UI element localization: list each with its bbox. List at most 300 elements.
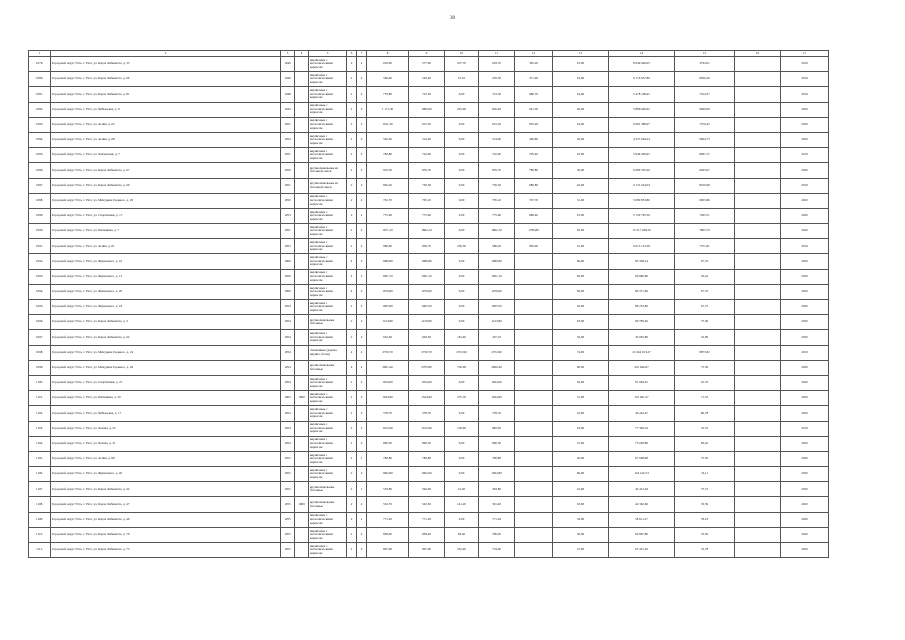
cell-unit-cost: 56,42: [675, 269, 735, 284]
cell-estimated-cost: 99 785,92: [609, 315, 675, 330]
cell-non-residential-area: 83,40: [445, 527, 479, 542]
cell-unit-cost: 7865,70: [675, 224, 735, 239]
cell-year-built: 1950: [281, 163, 295, 178]
cell-address: Городской округ Ухта, г. Ухта, ул. Жуковского, д. 16: [51, 254, 281, 269]
cell-year-built: 1954: [281, 360, 295, 375]
cell-non-residential-area: 0,00: [445, 406, 479, 421]
cell-total-area: 775,60: [367, 208, 409, 223]
cell-non-residential-area: 0,00: [445, 467, 479, 482]
cell-year-reconstructed: [295, 57, 309, 72]
cell-residential-area: 393,80: [479, 482, 515, 497]
cell-year-reconstructed: [295, 512, 309, 527]
cell-year-reconstructed: [295, 375, 309, 390]
cell-residential-area: 1024,90: [479, 391, 515, 406]
column-number-10: 10: [445, 51, 479, 57]
cell-unit-cost: 76,35: [675, 421, 735, 436]
cell-entrances: 2: [357, 117, 367, 132]
cell-unit-cost: 76,59: [675, 527, 735, 542]
column-number-1: 1: [29, 51, 51, 57]
cell-estimated-cost: 124 416,74: [609, 467, 675, 482]
cell-wall-material: кирпичные с металлическими каркасом: [309, 269, 347, 284]
cell-total-area: 2901,40: [367, 360, 409, 375]
cell-address: Городской округ Ухта, г. Ухта, ул. Карла Либкнехта, д. 70: [51, 527, 281, 542]
cell-entrances: 2: [357, 406, 367, 421]
cell-unit-cost: 7295,51: [675, 208, 735, 223]
cell-wall-material: кирпичные с металлическими каркасом: [309, 208, 347, 223]
cell-estimated-cost: 5 880 646,62: [609, 102, 675, 117]
cell-residents-count: 23,00: [553, 208, 609, 223]
cell-unit-cost: 76,59: [675, 497, 735, 512]
cell-common-area: [515, 330, 553, 345]
cell-residential-area: 756,30: [479, 178, 515, 193]
cell-unit-cost: 67,75: [675, 300, 735, 315]
cell-row-number: 1086.: [29, 163, 51, 178]
cell-entrances: 2: [357, 300, 367, 315]
cell-address: Городской округ Ухта, г. Ухта, ул. Карла Либкнехта, д. 49: [51, 512, 281, 527]
cell-address: Городской округ Ухта, г. Ухта, ул. Жуковского, д. 20: [51, 284, 281, 299]
cell-estimated-cost: 21 044 013,27: [609, 345, 675, 360]
cell-floors: 2: [347, 527, 357, 542]
cell-common-area: [515, 497, 553, 512]
cell-common-area: 466,80: [515, 132, 553, 147]
cell-living-area: 705,10: [409, 193, 445, 208]
cell-entrances: 2: [357, 178, 367, 193]
cell-wall-material: кирпичные с металлическими каркасом: [309, 543, 347, 558]
cell-total-area: 562,20: [367, 132, 409, 147]
cell-living-area: 520,40: [409, 72, 445, 87]
cell-living-area: 2750,70: [409, 345, 445, 360]
cell-year-built: 1951: [281, 224, 295, 239]
cell-non-residential-area: 252,40: [445, 543, 479, 558]
cell-estimated-cost: 42 412,94: [609, 482, 675, 497]
cell-address: Городской округ Ухта, г. Ухта, ул. Чехова, д. 31: [51, 436, 281, 451]
table-row: [29, 102, 829, 117]
cell-address: Городской округ Ухта, г. Ухта, ул. Спортивная, д. 17: [51, 208, 281, 223]
cell-floors: 4: [347, 284, 357, 299]
table-row: [29, 117, 829, 132]
cell-wall-material: кирпичные с металлическими каркасом: [309, 451, 347, 466]
cell-column-16: [735, 57, 781, 72]
cell-year-reconstructed: [295, 467, 309, 482]
table-row: [29, 391, 829, 406]
cell-common-area: [515, 345, 553, 360]
cell-residential-area: 1080,80: [479, 254, 515, 269]
cell-residents-count: 23,00: [553, 57, 609, 72]
cell-year-reconstructed: [295, 208, 309, 223]
cell-year-reconstructed: [295, 224, 309, 239]
cell-floors: 2: [347, 72, 357, 87]
cell-row-number: 1107.: [29, 482, 51, 497]
cell-common-area: 705,40: [515, 148, 553, 163]
cell-residential-area: 876,70: [479, 163, 515, 178]
cell-column-16: [735, 406, 781, 421]
cell-living-area: 1062,06: [409, 467, 445, 482]
cell-total-area: 771,20: [367, 512, 409, 527]
cell-planned-year: 2020: [781, 436, 829, 451]
cell-residential-area: 470,30: [479, 72, 515, 87]
cell-residents-count: 00,00: [553, 360, 609, 375]
cell-planned-year: 2020: [781, 512, 829, 527]
cell-floors: 2: [347, 375, 357, 390]
cell-planned-year: 2020: [781, 284, 829, 299]
cell-year-reconstructed: [295, 193, 309, 208]
cell-estimated-cost: 43 005,86: [609, 330, 675, 345]
cell-residents-count: 62,00: [553, 300, 609, 315]
cell-wall-material: смешанные (дерево, кирпич, бетон): [309, 345, 347, 360]
cell-non-residential-area: 237,70: [445, 57, 479, 72]
cell-year-built: 1955: [281, 451, 295, 466]
cell-row-number: 1090.: [29, 224, 51, 239]
column-number-13: 13: [553, 51, 609, 57]
cell-row-number: 1085.: [29, 148, 51, 163]
cell-non-residential-area: 145,40: [445, 330, 479, 345]
column-number-17: 17: [781, 51, 829, 57]
cell-planned-year: 2020: [781, 132, 829, 147]
cell-floors: 2: [347, 330, 357, 345]
cell-total-area: 976,50: [367, 163, 409, 178]
cell-address: Городской округ Ухта, г. Ухта, ул. Карла Либкнехта, д. 3: [51, 315, 281, 330]
cell-common-area: [515, 406, 553, 421]
cell-planned-year: 2020: [781, 543, 829, 558]
cell-entrances: 2: [357, 315, 367, 330]
cell-non-residential-area: 0,00: [445, 269, 479, 284]
cell-living-area: 543,30: [409, 497, 445, 512]
cell-planned-year: 2020: [781, 117, 829, 132]
cell-residential-area: 586,20: [479, 239, 515, 254]
cell-planned-year: 2020: [781, 375, 829, 390]
cell-common-area: [515, 284, 553, 299]
cell-residents-count: 31,00: [553, 391, 609, 406]
cell-estimated-cost: 83 338,14: [609, 254, 675, 269]
cell-column-16: [735, 269, 781, 284]
cell-entrances: 2: [357, 527, 367, 542]
cell-floors: 4: [347, 345, 357, 360]
cell-residents-count: 24,00: [553, 117, 609, 132]
cell-row-number: 1106.: [29, 467, 51, 482]
cell-total-area: 1061,70: [367, 269, 409, 284]
column-number-8: 8: [367, 51, 409, 57]
cell-entrances: 2: [357, 193, 367, 208]
cell-entrances: 2: [357, 284, 367, 299]
cell-estimated-cost: 77 309,34: [609, 421, 675, 436]
cell-living-area: 514,00: [409, 132, 445, 147]
cell-year-reconstructed: [295, 102, 309, 117]
cell-total-area: 782,80: [367, 148, 409, 163]
cell-year-reconstructed: [295, 269, 309, 284]
cell-wall-material: крупнопанельные бетонные: [309, 360, 347, 375]
cell-year-reconstructed: 1969: [295, 497, 309, 512]
cell-unit-cost: 0056,26: [675, 72, 735, 87]
cell-residents-count: 40,00: [553, 451, 609, 466]
cell-wall-material: кирпичные с металлическими каркасом: [309, 406, 347, 421]
cell-column-16: [735, 254, 781, 269]
cell-year-built: 1948: [281, 87, 295, 102]
cell-entrances: 2: [357, 163, 367, 178]
cell-unit-cost: 74,11: [675, 467, 735, 482]
cell-total-area: 632,00: [367, 330, 409, 345]
cell-floors: 2: [347, 117, 357, 132]
cell-year-built: 1955: [281, 527, 295, 542]
cell-column-16: [735, 467, 781, 482]
cell-row-number: 1103.: [29, 421, 51, 436]
cell-planned-year: 2019: [781, 239, 829, 254]
cell-residents-count: 16,00: [553, 482, 609, 497]
cell-non-residential-area: 0,00: [445, 132, 479, 147]
cell-wall-material: крупнопанельные из бетонной смеси: [309, 178, 347, 193]
cell-column-16: [735, 497, 781, 512]
cell-residential-area: 1213,80: [479, 315, 515, 330]
cell-residents-count: 66,00: [553, 467, 609, 482]
cell-entrances: 1: [357, 451, 367, 466]
table-row: [29, 375, 829, 390]
cell-planned-year: 2020: [781, 451, 829, 466]
column-number-16: 16: [735, 51, 781, 57]
cell-estimated-cost: 58 611,27: [609, 512, 675, 527]
cell-unit-cost: 6060,08: [675, 102, 735, 117]
cell-column-16: [735, 375, 781, 390]
cell-floors: 2: [347, 497, 357, 512]
cell-planned-year: 2020: [781, 360, 829, 375]
cell-non-residential-area: 0,00: [445, 284, 479, 299]
cell-non-residential-area: 0,00: [445, 451, 479, 466]
cell-non-residential-area: 736,00: [445, 360, 479, 375]
cell-estimated-cost: 80 371,66: [609, 284, 675, 299]
cell-column-16: [735, 163, 781, 178]
cell-year-reconstructed: [295, 360, 309, 375]
cell-residents-count: 32,00: [553, 512, 609, 527]
table-row: [29, 497, 829, 512]
cell-row-number: 1100.: [29, 375, 51, 390]
cell-wall-material: кирпичные с металлическими каркасом: [309, 148, 347, 163]
table-row: [29, 57, 829, 72]
cell-planned-year: 2020: [781, 391, 829, 406]
cell-living-area: 807,00: [409, 543, 445, 558]
cell-wall-material: кирпичные с металлическими каркасом: [309, 467, 347, 482]
cell-planned-year: 2019: [781, 345, 829, 360]
cell-unit-cost: 6945,97: [675, 163, 735, 178]
cell-non-residential-area: 0,00: [445, 315, 479, 330]
cell-estimated-cost: 5 720 795,39: [609, 208, 675, 223]
cell-residents-count: 66,00: [553, 254, 609, 269]
cell-unit-cost: 82,45: [675, 436, 735, 451]
cell-living-area: 2795,80: [409, 360, 445, 375]
cell-unit-cost: 67,76: [675, 254, 735, 269]
cell-address: Городской округ Ухта, г. Ухта, ул. Карла Либкнехта, д. 69: [51, 178, 281, 193]
cell-entrances: 2: [357, 208, 367, 223]
cell-address: Городской округ Ухта, г. Ухта, ул. Карла Либкнехта, д. 75: [51, 543, 281, 558]
cell-non-residential-area: 2372,90: [445, 345, 479, 360]
cell-year-reconstructed: [295, 543, 309, 558]
cell-living-area: 592,00: [409, 482, 445, 497]
cell-living-area: 915,30: [409, 117, 445, 132]
cell-year-built: 1955: [281, 482, 295, 497]
cell-living-area: 1061,10: [409, 269, 445, 284]
cell-common-area: [515, 482, 553, 497]
column-number-14: 14: [609, 51, 675, 57]
table-row: [29, 208, 829, 223]
cell-total-area: 836,20: [367, 178, 409, 193]
cell-residential-area: 2060,40: [479, 360, 515, 375]
cell-residential-area: 705,10: [479, 193, 515, 208]
column-number-4: 4: [295, 51, 309, 57]
cell-living-area: 756,30: [409, 178, 445, 193]
cell-common-area: 680,70: [515, 87, 553, 102]
cell-address: Городской округ Ухта, г. Ухта, ул. Жуковского, д. 26: [51, 467, 281, 482]
cell-year-built: 1955: [281, 543, 295, 558]
cell-year-reconstructed: 1990: [295, 391, 309, 406]
cell-column-16: [735, 360, 781, 375]
cell-total-area: 1012,90: [367, 421, 409, 436]
cell-total-area: 890,30: [367, 436, 409, 451]
cell-total-area: 1024,00: [367, 375, 409, 390]
cell-residential-area: 771,29: [479, 512, 515, 527]
cell-entrances: 2: [357, 421, 367, 436]
column-number-12: 12: [515, 51, 553, 57]
cell-address: Городской округ Ухта, г. Ухта, ул. Жуковского, д. 15: [51, 269, 281, 284]
cell-entrances: 2: [357, 148, 367, 163]
cell-living-area: 838,40: [409, 527, 445, 542]
column-number-3: 3: [281, 51, 295, 57]
cell-wall-material: кирпичные с металлическими каркасом: [309, 72, 347, 87]
cell-address: Городской округ Ухта, г. Ухта, ул. Чапаевская, д. 7: [51, 148, 281, 163]
cell-residential-area: 890,30: [479, 436, 515, 451]
table-row: [29, 436, 829, 451]
cell-living-area: 578,70: [409, 406, 445, 421]
cell-entrances: 2: [357, 102, 367, 117]
cell-non-residential-area: 0,00: [445, 178, 479, 193]
cell-non-residential-area: 0,00: [445, 224, 479, 239]
cell-living-area: 1024,00: [409, 375, 445, 390]
cell-floors: 2: [347, 87, 357, 102]
cell-address: Городской округ Ухта, г. Ухта, ул. Мичурина Горького, д. 20: [51, 193, 281, 208]
cell-year-built: 1953: [281, 239, 295, 254]
table-row: [29, 360, 829, 375]
table-row: [29, 527, 829, 542]
cell-residents-count: 26,00: [553, 102, 609, 117]
cell-common-area: [515, 300, 553, 315]
cell-residential-area: 457,10: [479, 330, 515, 345]
cell-wall-material: крупнопанельные бетонные: [309, 497, 347, 512]
cell-entrances: 2: [357, 57, 367, 72]
cell-row-number: 1094.: [29, 284, 51, 299]
cell-column-16: [735, 132, 781, 147]
cell-entrances: 2: [357, 436, 367, 451]
cell-address: Городской округ Ухта, г. Ухта, ул. Карла Либкнехта, д. 81: [51, 87, 281, 102]
cell-non-residential-area: 225,60: [445, 102, 479, 117]
cell-residential-area: 618,70: [479, 57, 515, 72]
cell-total-area: 506,40: [367, 72, 409, 87]
table-row: [29, 72, 829, 87]
cell-year-reconstructed: [295, 482, 309, 497]
cell-unit-cost: 0005,86: [675, 193, 735, 208]
cell-wall-material: кирпичные с металлическими каркасом: [309, 284, 347, 299]
cell-year-built: 1951: [281, 117, 295, 132]
cell-residents-count: 74,00: [553, 345, 609, 360]
cell-common-area: [515, 436, 553, 451]
cell-address: Городской округ Ухта, г. Ухта, ул. Агния, д. 61: [51, 239, 281, 254]
cell-estimated-cost: 15 217 048,20: [609, 224, 675, 239]
cell-unit-cost: 0664,73: [675, 132, 735, 147]
cell-residential-area: 786,00: [479, 527, 515, 542]
cell-residential-area: 1062,80: [479, 467, 515, 482]
cell-row-number: 1079.: [29, 57, 51, 72]
column-number-15: 15: [675, 51, 735, 57]
cell-floors: 2: [347, 300, 357, 315]
cell-wall-material: кирпичные с металлическими каркасом: [309, 436, 347, 451]
cell-year-reconstructed: [295, 406, 309, 421]
cell-year-built: 1954: [281, 436, 295, 451]
table-row: [29, 178, 829, 193]
cell-unit-cost: 75,56: [675, 451, 735, 466]
cell-unit-cost: 7164,57: [675, 87, 735, 102]
cell-residents-count: 65,00: [553, 224, 609, 239]
cell-floors: 2: [347, 102, 357, 117]
cell-unit-cost: 75,72: [675, 482, 735, 497]
cell-column-16: [735, 391, 781, 406]
cell-year-reconstructed: [295, 148, 309, 163]
cell-year-built: 1950: [281, 193, 295, 208]
cell-unit-cost: 75,39: [675, 315, 735, 330]
cell-living-area: 836,70: [409, 239, 445, 254]
cell-residential-area: 722,60: [479, 148, 515, 163]
cell-entrances: 2: [357, 375, 367, 390]
cell-address: Городской округ Ухта, г. Ухта, ул. Карла Либкнехта, д. 67: [51, 163, 281, 178]
cell-row-number: 1096.: [29, 315, 51, 330]
cell-year-reconstructed: [295, 451, 309, 466]
cell-common-area: [515, 543, 553, 558]
cell-common-area: [515, 451, 553, 466]
cell-total-area: 1076,80: [367, 284, 409, 299]
table-row: [29, 421, 829, 436]
table-row: [29, 224, 829, 239]
cell-common-area: 686,80: [515, 178, 553, 193]
cell-column-16: [735, 512, 781, 527]
cell-planned-year: 2019: [781, 57, 829, 72]
cell-wall-material: кирпичные с металлическими каркасом: [309, 102, 347, 117]
cell-address: Городской округ Ухта, г. Ухта, ул. Карла Либкнехта, д. 66: [51, 72, 281, 87]
cell-residential-area: 856,40: [479, 102, 515, 117]
table-row: [29, 406, 829, 421]
cell-address: Городской округ Ухта, г. Ухта, ул. Карла Либкнехта, д. 47: [51, 497, 281, 512]
cell-living-area: 1219,90: [409, 315, 445, 330]
cell-wall-material: кирпичные с металлическими каркасом: [309, 57, 347, 72]
cell-estimated-cost: 210 646,07: [609, 360, 675, 375]
cell-floors: 2: [347, 57, 357, 72]
cell-column-16: [735, 284, 781, 299]
cell-common-area: [515, 269, 553, 284]
cell-living-area: 780,80: [409, 451, 445, 466]
page-number: 30: [450, 16, 455, 21]
cell-total-area: 1213,80: [367, 315, 409, 330]
cell-residents-count: 36,00: [553, 527, 609, 542]
cell-residents-count: 18,00: [553, 497, 609, 512]
table-row: [29, 284, 829, 299]
cell-common-area: [515, 391, 553, 406]
cell-column-16: [735, 224, 781, 239]
cell-estimated-cost: 91 046,01: [609, 375, 675, 390]
housing-register-table-container: [28, 50, 828, 558]
cell-address: Городской округ Ухта, г. Ухта, ул. Агния, д. 80: [51, 451, 281, 466]
cell-residential-area: 1005,50: [479, 300, 515, 315]
cell-year-reconstructed: [295, 330, 309, 345]
cell-living-area: 604,50: [409, 330, 445, 345]
cell-estimated-cost: 6 131 624,04: [609, 178, 675, 193]
cell-year-built: 1960: [281, 284, 295, 299]
cell-entrances: 4: [357, 360, 367, 375]
cell-total-area: 807,00: [367, 543, 409, 558]
cell-year-reconstructed: [295, 163, 309, 178]
cell-address: Городской округ Ухта, г. Ухта, ул. Агния, д. 68: [51, 132, 281, 147]
